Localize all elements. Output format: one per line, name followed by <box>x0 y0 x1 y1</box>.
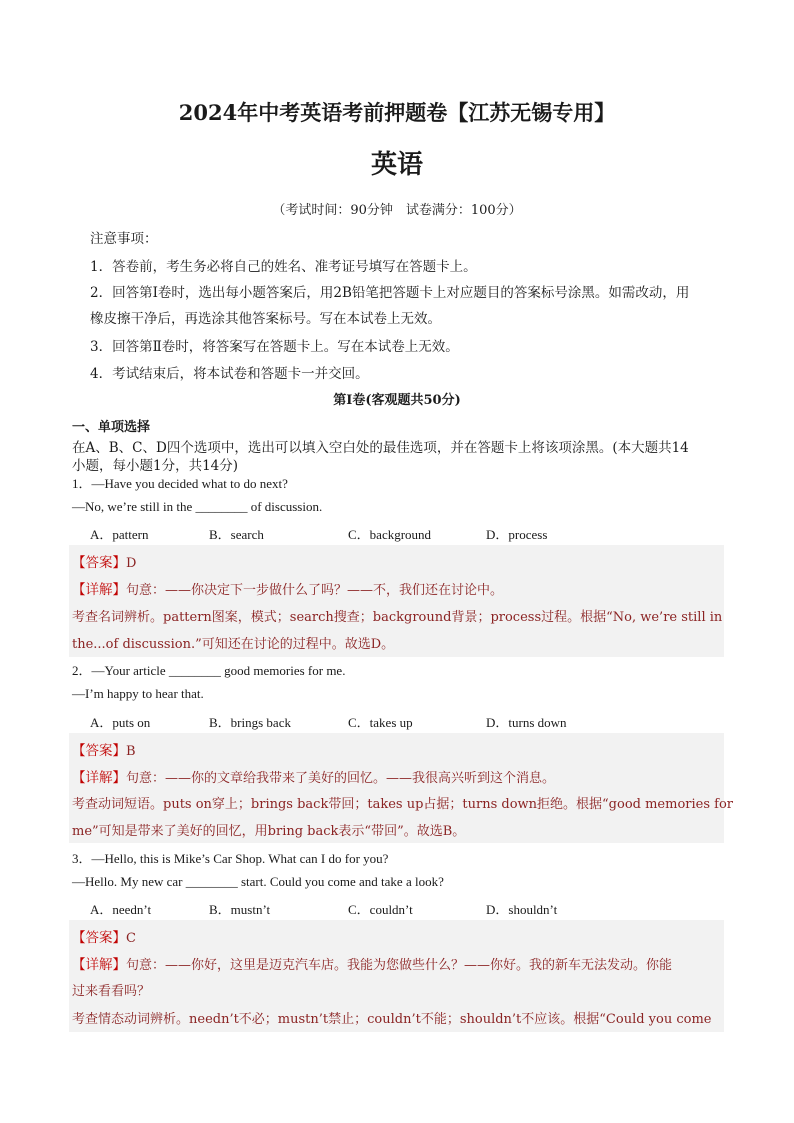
notice-item-2-cont: 橡皮擦干净后，再选涂其他答案标号。写在本试卷上无效。 <box>90 311 441 327</box>
question-2-detail-line-3: me”可知是带来了美好的回忆，用bring back表示“带回”。故选B。 <box>72 824 466 839</box>
question-3-option-c: C．couldn’t <box>348 902 413 917</box>
question-1-line-1: 1．—Have you decided what to do next? <box>72 476 288 491</box>
question-3-option-b: B．mustn’t <box>209 902 271 917</box>
question-2-answer: 【答案】B <box>72 743 136 759</box>
question-2-line-1: 2．—Your article ________ good memories for me. <box>72 663 346 678</box>
question-3-detail-line-2: 考查情态动词辨析。needn’t不必；mustn’t禁止；couldn’t不能；shouldn’t不应该。根据“Could you come <box>72 1012 712 1027</box>
question-3-answer: 【答案】C <box>72 930 136 946</box>
question-3-detail-line-1b: 过来看看吗？ <box>72 984 151 999</box>
question-2-option-c: C．takes up <box>348 715 413 730</box>
section-instruction-cont: 小题，每小题1分，共14分) <box>72 458 239 474</box>
notice-item-4: 4．考试结束后，将本试卷和答题卡一并交回。 <box>90 366 369 382</box>
question-2-line-2: —I’m happy to hear that. <box>72 686 204 701</box>
question-1-detail-line-3: the...of discussion.”可知还在讨论的过程中。故选D。 <box>72 637 395 652</box>
document-title: 2024年中考英语考前押题卷【江苏无锡专用】 <box>178 100 616 125</box>
question-1-option-b: B．search <box>209 527 264 542</box>
question-1-option-d: D．process <box>486 527 548 542</box>
notice-item-1: 1．答卷前，考生务必将自己的姓名、准考证号填写在答题卡上。 <box>90 259 477 275</box>
question-3-detail: 【详解】句意：——你好，这里是迈克汽车店。我能为您做些什么？——你好。我的新车无法发动。你能 <box>72 957 673 973</box>
question-3-option-d: D．shouldn’t <box>486 902 558 917</box>
question-2-detail-line-2: 考查动词短语。puts on穿上；brings back带回；takes up占据；turns down拒绝。根据“good memories for <box>72 797 733 812</box>
question-1-answer: 【答案】D <box>72 555 137 571</box>
question-2-option-d: D．turns down <box>486 715 567 730</box>
notice-item-3: 3．回答第Ⅱ卷时，将答案写在答题卡上。写在本试卷上无效。 <box>90 339 459 355</box>
section-heading: 一、单项选择 <box>72 420 151 435</box>
notice-heading: 注意事项： <box>90 231 158 247</box>
question-1-detail: 【详解】句意：——你决定下一步做什么了吗？——不，我们还在讨论中。 <box>72 582 504 598</box>
section-instruction: 在A、B、C、D四个选项中，选出可以填入空白处的最佳选项，并在答题卡上将该项涂黑。(本大题共14 <box>72 440 689 456</box>
question-1-option-c: C．background <box>348 527 432 542</box>
subject-title: 英语 <box>370 150 423 180</box>
question-3-line-1: 3．—Hello, this is Mike’s Car Shop. What can I do for you? <box>72 851 389 866</box>
question-2-detail: 【详解】句意：——你的文章给我带来了美好的回忆。——我很高兴听到这个消息。 <box>72 770 556 786</box>
part-heading: 第Ⅰ卷(客观题共50分) <box>333 393 461 408</box>
exam-info: （考试时间：90分钟 试卷满分：100分） <box>272 203 522 218</box>
question-1-option-a: A．pattern <box>90 527 149 542</box>
question-3-line-2: —Hello. My new car ________ start. Could you come and take a look? <box>72 874 444 889</box>
question-3-option-a: A．needn’t <box>90 902 152 917</box>
notice-item-2: 2．回答第Ⅰ卷时，选出每小题答案后，用2B铅笔把答题卡上对应题目的答案标号涂黑。如需改动，用 <box>90 285 690 301</box>
question-1-line-2: —No, we’re still in the ________ of discussion. <box>72 499 323 514</box>
question-1-detail-line-2: 考查名词辨析。pattern图案，模式；search搜查；background背景；process过程。根据“No, we’re still in <box>72 610 723 625</box>
question-2-option-a: A．puts on <box>90 715 151 730</box>
question-2-option-b: B．brings back <box>209 715 291 730</box>
